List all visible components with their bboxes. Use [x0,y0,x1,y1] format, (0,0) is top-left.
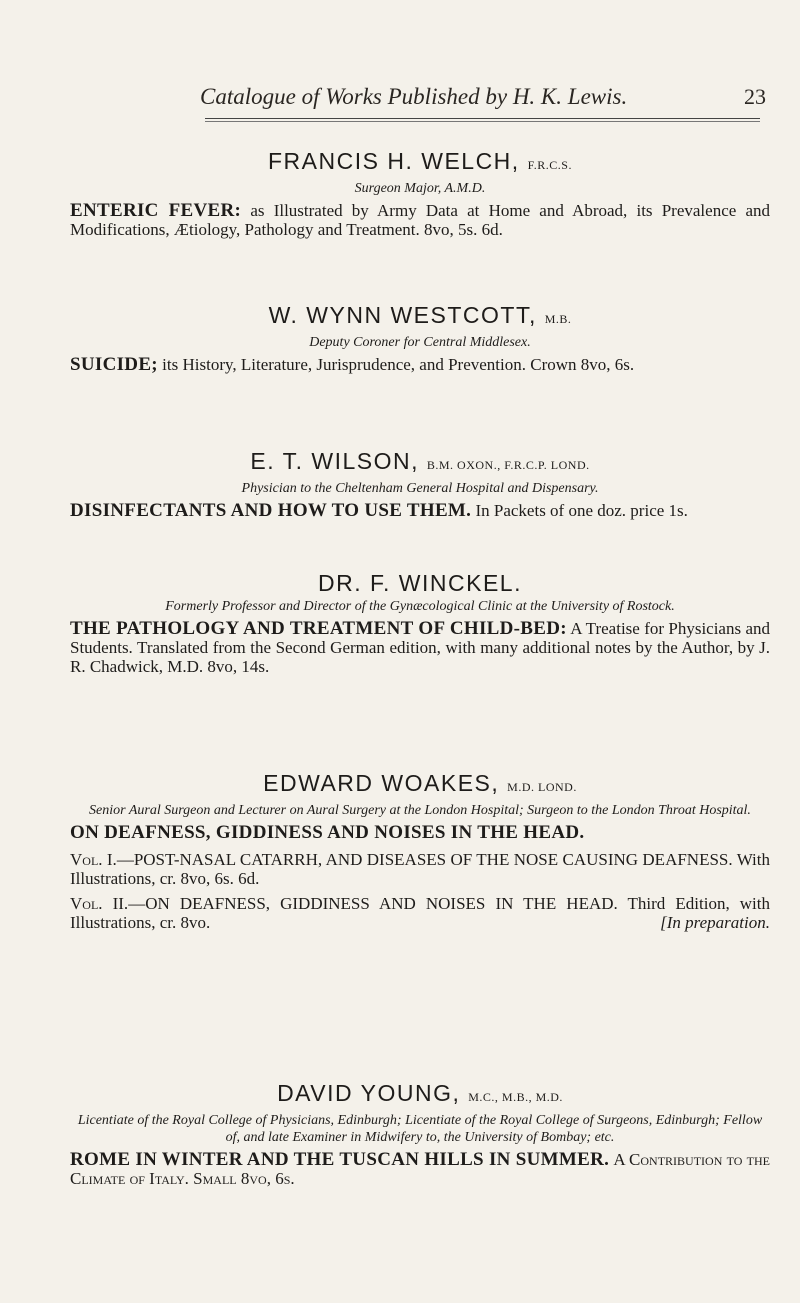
author-name-text: DR. F. WINCKEL. [318,570,522,596]
book-description: its History, Literature, Jurisprudence, and Prevention. Crown 8vo, 6s. [162,355,635,374]
header-rule [205,118,760,122]
author-role: Licentiate of the Royal College of Physicians, Edinburgh; Licentiate of the Royal College of Surgeons, Edinburgh; Fellow of, and late Examiner in Midwifery to, the University of Bombay; etc. [77,1113,763,1145]
running-header: Catalogue of Works Published by H. K. Lewis. [200,84,628,109]
author-name [70,302,770,332]
book-title: ROME IN WINTER AND THE TUSCAN HILLS IN SUMMER. [70,1149,610,1170]
book-entry [70,1150,770,1188]
book-entry [70,619,770,676]
book-title: ENTERIC FEVER: [70,200,242,221]
author-name [70,570,770,596]
volume-description: —POST-NASAL CATARRH, AND DISEASES OF THE NOSE CAUSING DEAFNESS. With Illustrations, cr. 8vo, 6s. 6d. [70,850,770,888]
volume-entry [70,850,770,888]
author-name-text: FRANCIS H. WELCH, [268,148,520,174]
author-name-text: DAVID YOUNG, [277,1080,461,1106]
entry-wilson [70,448,770,520]
volume-description: —ON DEAFNESS, GIDDINESS AND NOISES IN THE HEAD. Third Edition, with Illustrations, cr. 8vo. [70,894,770,932]
volume-label: Vol. I. [70,850,117,869]
author-name [70,1080,770,1110]
author-name [70,770,770,800]
author-degrees: B.M. OXON., F.R.C.P. LOND. [426,458,590,472]
page-number: 23 [744,84,766,109]
volume-entry [70,894,770,932]
author-role: Deputy Coroner for Central Middlesex. [309,335,531,350]
author-name-text: EDWARD WOAKES, [263,770,500,796]
author-role: Surgeon Major, A.M.D. [354,181,486,196]
book-title: SUICIDE; [70,354,158,375]
book-description: In Packets of one doz. price 1s. [475,501,688,520]
author-name-text: E. T. WILSON, [250,448,419,474]
book-entry [70,355,770,374]
entry-winckel [70,570,770,676]
book-description: as Illustrated by Army Data at Home and Abroad, its Prevalence and Modifications, Ætiology, Pathology and Treatment. 8vo, 5s. 6d. [70,201,771,239]
author-role: Formerly Professor and Director of the Gynæcological Clinic at the University of Rostock. [165,599,675,614]
book-title: DISINFECTANTS AND HOW TO USE THEM. [70,500,472,521]
volume-label: Vol. II. [70,894,129,913]
author-role: Senior Aural Surgeon and Lecturer on Aural Surgery at the London Hospital; Surgeon to the London Throat Hospital. [89,803,751,818]
author-name-text: W. WYNN WESTCOTT, [268,302,537,328]
author-name [70,148,770,178]
author-degrees: F.R.C.S. [527,158,572,172]
author-degrees: M.D. LOND. [507,780,577,794]
preparation-note: [In preparation. [660,913,770,932]
book-description: A Contribution to the Climate of Italy. Small 8vo, 6s. [70,1150,770,1188]
entry-westcott [70,302,770,374]
author-degrees: M.B. [544,312,572,326]
book-entry [70,501,770,520]
author-degrees: M.C., M.B., M.D. [468,1090,563,1104]
entry-young [70,1080,770,1188]
book-entry [70,201,770,239]
author-role: Physician to the Cheltenham General Hospital and Dispensary. [241,481,599,496]
book-title: ON DEAFNESS, GIDDINESS AND NOISES IN THE HEAD. [70,822,585,843]
entry-welch [70,148,770,239]
book-title: THE PATHOLOGY AND TREATMENT OF CHILD-BED: [70,618,567,639]
entry-woakes [70,770,770,932]
book-description: A Treatise for Physicians and Students. Translated from the Second German edition, with many additional notes by the Author, by J. R. Chadwick, M.D. 8vo, 14s. [70,619,770,676]
book-entry [70,823,770,842]
author-name [70,448,770,478]
